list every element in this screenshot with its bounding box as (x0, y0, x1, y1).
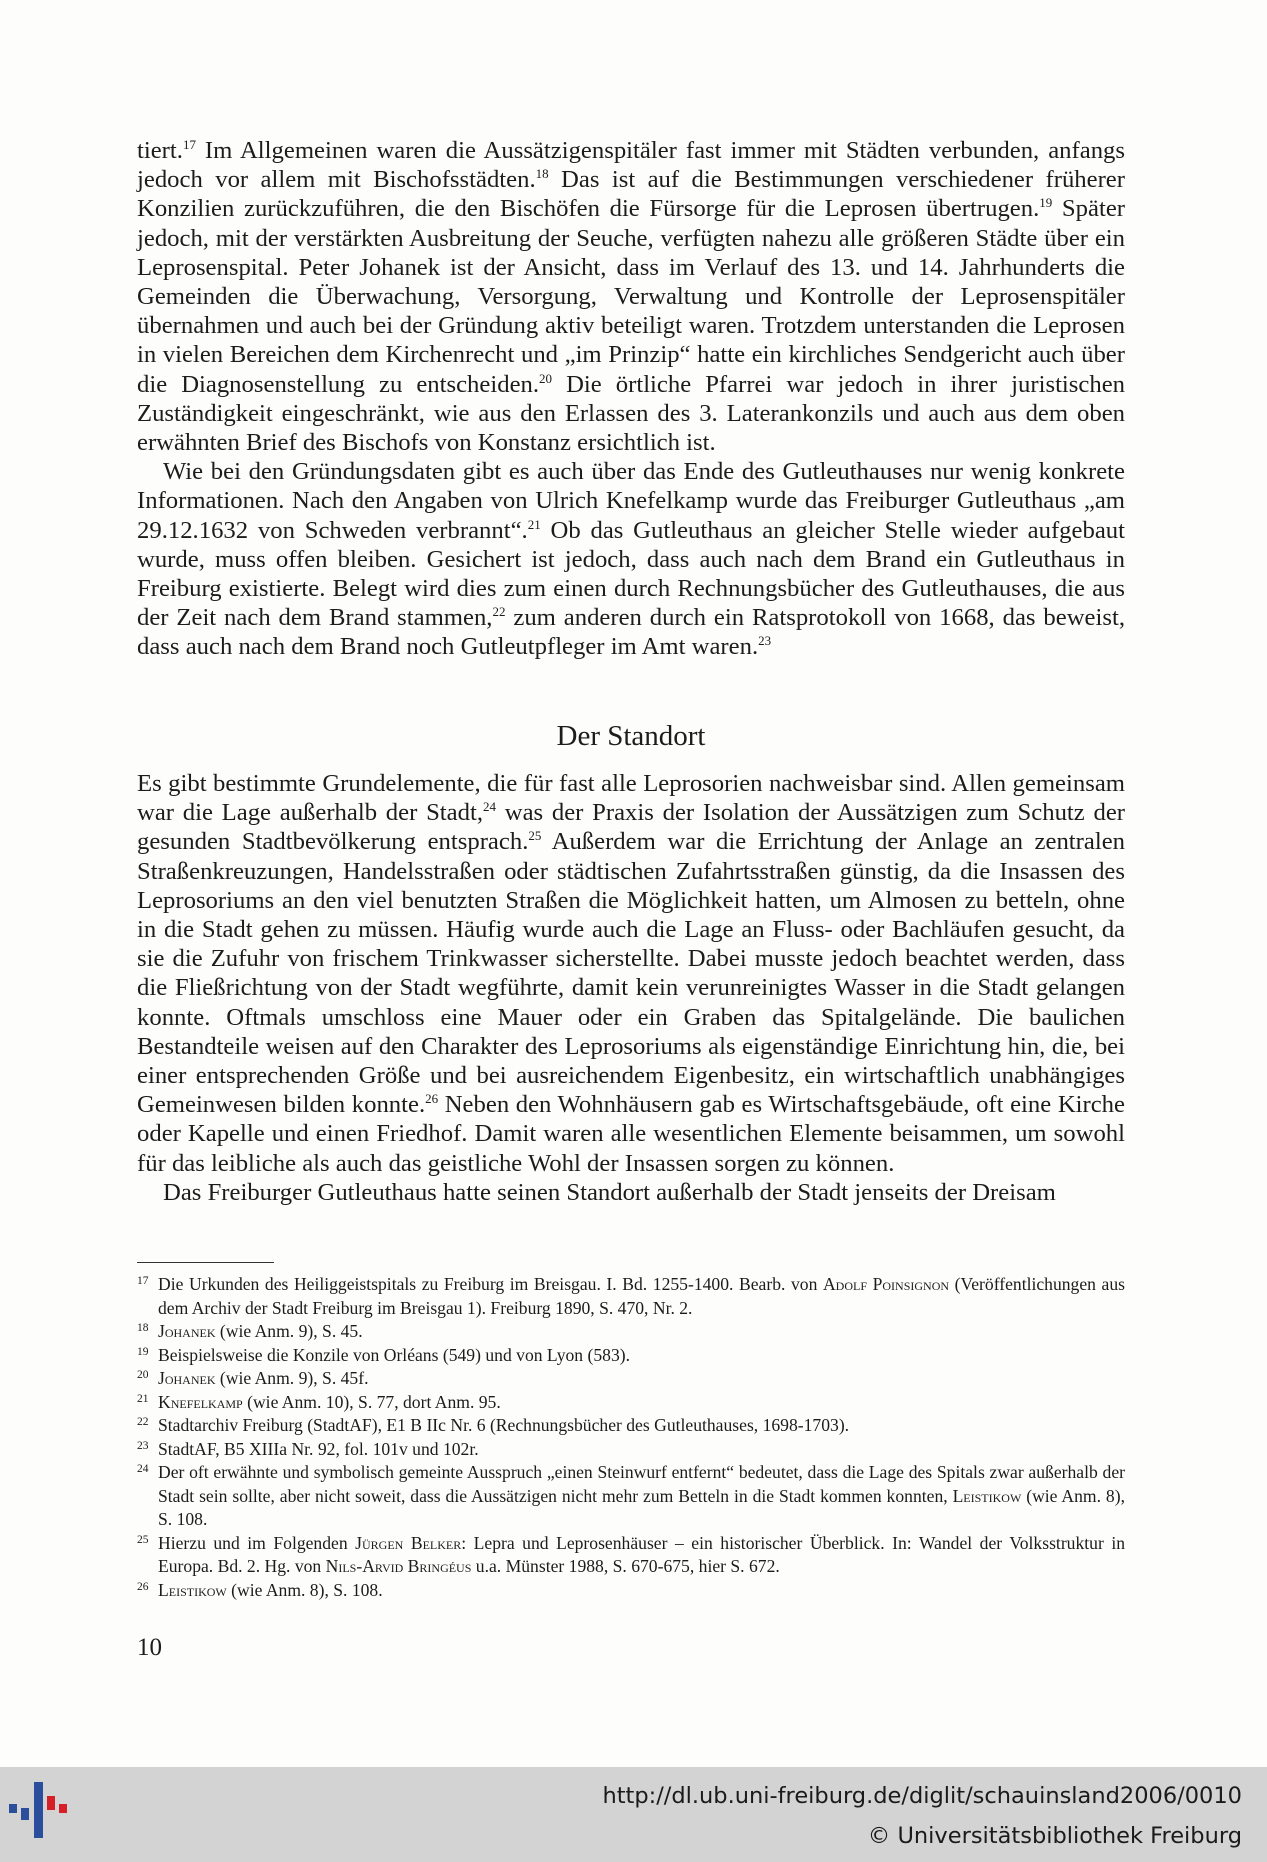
footnote-number: 23 (137, 1439, 149, 1452)
text-run: u.a. Münster 1988, S. 670-675, hier S. 672. (471, 1556, 780, 1576)
paragraph (137, 1178, 1125, 1207)
document-url[interactable]: http://dl.ub.uni-freiburg.de/diglit/schauinsland2006/0010 (602, 1783, 1242, 1809)
text-run: zum anderen durch ein Ratsprotokoll von 1668, das beweist, dass auch nach dem Brand noch Gutleutpfleger im Amt waren. (137, 604, 1125, 661)
footnote-text (158, 1367, 1125, 1391)
viewer-footer-bar (0, 1767, 1267, 1862)
text-run: (Veröffentlichungen aus dem Archiv der Stadt Freiburg im Breisgau 1). Freiburg 1890, S. 470, Nr. 2. (158, 1274, 1125, 1318)
footnote (137, 1438, 1125, 1462)
footnote-text (158, 1344, 1125, 1368)
footnote-ref: 18 (535, 165, 549, 181)
author-name: Knefelkamp (158, 1391, 243, 1412)
paragraph (137, 457, 1125, 661)
text-run: Das Freiburger Gutleuthaus hatte seinen Standort außerhalb der Stadt jenseits der Dreisam (163, 1178, 1056, 1206)
footnote-text (158, 1461, 1125, 1532)
footnote-text (158, 1320, 1125, 1344)
footnote-text (158, 1414, 1125, 1438)
author-name: Nils-Arvid Bringéus (325, 1556, 472, 1576)
footnote (137, 1461, 1125, 1532)
footnote-ref: 17 (182, 136, 196, 152)
footnote (137, 1414, 1125, 1438)
text-run: (wie Anm. 9), S. 45f. (215, 1368, 369, 1388)
text-run: Im Allgemeinen waren die Aussätzigenspitäler fast immer mit Städten verbunden, anfangs jedoch vor allem mit Bischofsstädten. (137, 137, 1125, 194)
text-run: Die örtliche Pfarrei war jedoch in ihrer juristischen Zuständigkeit eingeschränkt, wie aus den Erlassen des 3. Laterankonzils und auch aus dem oben erwähnten Brief des Bischofs von Konstanz ersichtlich ist. (137, 370, 1126, 457)
text-run: : Lepra und Leprosenhäuser – ein historischer Überblick. In: Wandel der Volksstruktur in Europa. Bd. 2. Hg. von (158, 1532, 1126, 1576)
text-run: (wie Anm. 10), S. 77, dort Anm. 95. (242, 1391, 501, 1412)
footnote-text (158, 1273, 1125, 1320)
text-run: Der oft erwähnte und symbolisch gemeinte Ausspruch „einen Steinwurf entfernt“ bedeutet, dass die Lage des Spitals zwar außerhalb der Stadt sein sollte, aber nicht soweit, dass die Aussätzigen nicht mehr zum Betteln in die Stadt kommen konnten, (158, 1462, 1125, 1506)
copyright-notice: © Universitätsbibliothek Freiburg (867, 1823, 1242, 1849)
text-run: tiert. (137, 137, 183, 164)
footnote-text (158, 1532, 1125, 1579)
footnote-number: 22 (137, 1416, 149, 1428)
footnote (137, 1320, 1125, 1344)
section-heading: Der Standort (556, 720, 706, 752)
text-run: Neben den Wohnhäusern gab es Wirtschaftsgebäude, oft eine Kirche oder Kapelle und einen Friedhof. Damit waren alle wesentlichen Elemente beisammen, um sowohl für das leibliche als auch das geistliche Wohl der Insassen sorgen zu können. (137, 1091, 1125, 1177)
author-name: Leistikow (952, 1485, 1022, 1506)
author-name: Leistikow (158, 1579, 227, 1600)
text-run: was der Praxis der Isolation der Aussätzigen zum Schutz der gesunden Stadtbevölkerung entsprach. (137, 799, 1126, 856)
text-run: Es gibt bestimmte Grundelemente, die für fast alle Leprosorien nachweisbar sind. Allen gemeinsam war die Lage außerhalb der Stadt, (137, 770, 1125, 827)
text-run: (wie Anm. 8), S. 108. (158, 1485, 1125, 1529)
text-run: (wie Anm. 8), S. 108. (226, 1579, 383, 1600)
footnote-text (158, 1438, 1125, 1462)
footnote-ref: 21 (527, 516, 541, 532)
author-name: Adolf Poinsignon (822, 1274, 950, 1294)
author-name: Johanek (158, 1368, 216, 1388)
footnote-number: 20 (137, 1369, 149, 1381)
footnote (137, 1391, 1125, 1415)
footnote-ref: 25 (528, 828, 542, 844)
body-text-upper (137, 136, 1125, 662)
paragraph (137, 136, 1125, 457)
footnote (137, 1579, 1125, 1603)
footnote-number: 17 (137, 1275, 149, 1287)
footnote-text (158, 1391, 1125, 1415)
text-run: (wie Anm. 9), S. 45. (215, 1321, 363, 1341)
footnote (137, 1532, 1125, 1579)
footnote-number: 26 (137, 1580, 149, 1593)
ub-freiburg-logo-icon (5, 1780, 81, 1840)
footnote-text (158, 1579, 1125, 1603)
footnote-number: 19 (137, 1345, 149, 1358)
text-run: Hierzu und im Folgenden (158, 1532, 356, 1553)
footnote (137, 1367, 1125, 1391)
text-run: StadtAF, B5 XIIIa Nr. 92, fol. 101v und 102r. (158, 1438, 479, 1459)
paragraph (137, 769, 1125, 1178)
author-name: Johanek (158, 1321, 216, 1341)
text-run: Wie bei den Gründungsdaten gibt es auch über das Ende des Gutleuthauses nur wenig konkrete Informationen. Nach den Angaben von Ulrich Knefelkamp wurde das Freiburger Gutleuthaus „am 29.12.1632 von Schweden verbrannt“. (137, 458, 1125, 544)
author-name: Jürgen Belker (355, 1532, 462, 1553)
footnote-ref: 19 (1039, 195, 1053, 211)
footnote-number: 25 (137, 1533, 149, 1546)
footnote (137, 1273, 1125, 1320)
footnote-number: 24 (137, 1463, 149, 1475)
text-run: Die Urkunden des Heiliggeistspitals zu Freiburg im Breisgau. I. Bd. 1255-1400. Bearb. von (158, 1274, 823, 1294)
footnote-ref: 24 (483, 798, 496, 814)
footnote (137, 1344, 1125, 1368)
footnote-number: 18 (137, 1322, 149, 1334)
text-run: Das ist auf die Bestimmungen verschiedener früherer Konzilien zurückzuführen, die den Bischöfen die Fürsorge für die Leprosen übertrugen. (137, 166, 1125, 223)
body-text-lower (137, 769, 1125, 1207)
footnotes (137, 1273, 1125, 1602)
page-number: 10 (137, 1634, 162, 1661)
text-run: Beispielsweise die Konzile von Orléans (549) und von Lyon (583). (158, 1344, 631, 1365)
text-run: Außerdem war die Errichtung der Anlage an zentralen Straßenkreuzungen, Handelsstraßen oder städtischen Zufahrtsstraßen günstig, da die Insassen des Leprosoriums an den viel benutzten Straßen die Möglichkeit hatten, um Almosen zu betteln, ohne in die Stadt gehen zu müssen. Häufig wurde auch die Lage an Fluss- oder Bachläufen gesucht, da sie die Zufuhr von frischem Trinkwasser sicherstellte. Dabei musste jedoch beachtet werden, dass die Fließrichtung von der Stadt wegführte, damit kein verunreinigtes Wasser in die Stadt gelangen konnte. Oftmals umschloss eine Mauer oder ein Graben das Spitalgelände. Die baulichen Bestandteile weisen auf den Charakter des Leprosoriums als eigenständige Einrichtung hin, die, bei einer entsprechenden Größe und bei ausreichendem Eigenbesitz, ein wirtschaftlich unabhängiges Gemeinwesen bilden konnte. (137, 828, 1125, 1119)
footnote-ref: 22 (492, 604, 506, 620)
text-run: Stadtarchiv Freiburg (StadtAF), E1 B IIc Nr. 6 (Rechnungsbücher des Gutleuthauses, 1698-1703). (158, 1415, 850, 1435)
footnote-ref: 26 (425, 1091, 439, 1106)
footnote-ref: 23 (758, 633, 772, 649)
footnote-separator (137, 1262, 274, 1263)
text-run: Ob das Gutleuthaus an gleicher Stelle wieder aufgebaut wurde, muss offen bleiben. Gesichert ist jedoch, dass auch nach dem Brand ein Gutleuthaus in Freiburg existierte. Belegt wird dies zum einen durch Rechnungsbücher des Gutleuthauses, die aus der Zeit nach dem Brand stammen, (137, 516, 1125, 632)
footnote-number: 21 (137, 1392, 149, 1405)
footnote-ref: 20 (539, 370, 553, 386)
text-run: Später jedoch, mit der verstärkten Ausbreitung der Seuche, verfügten nahezu alle größeren Städte über ein Leprosenspital. Peter Johanek ist der Ansicht, dass im Verlauf des 13. und 14. Jahrhunderts die Gemeinden die Überwachung, Versorgung, Verwaltung und Kontrolle der Leprosenspitäler übernahmen und auch bei der Gründung aktiv beteiligt waren. Trotzdem unterstanden die Leprosen in vielen Bereichen dem Kirchenrecht und „im Prinzip“ hatte ein kirchliches Sendgericht auch über die Diagnosenstellung zu entscheiden. (137, 195, 1126, 398)
